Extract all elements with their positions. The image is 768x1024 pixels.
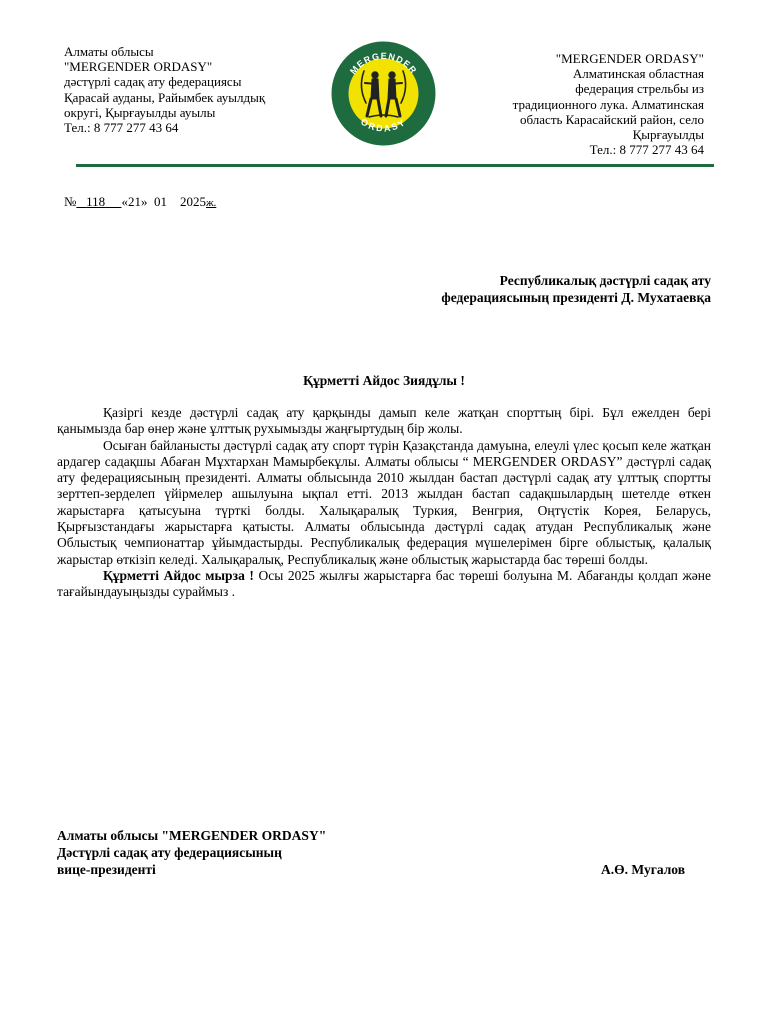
- federation-logo: [331, 41, 436, 146]
- sender-line: Қарасай ауданы, Райымбек ауылдық: [64, 89, 266, 105]
- sender-phone: Тел.: 8 777 277 43 64: [589, 142, 704, 158]
- sender-line: традиционного лука. Алматинская: [512, 96, 704, 112]
- sender-line: Алматинская областная: [572, 66, 704, 82]
- sender-block-kazakh: [64, 44, 314, 135]
- signature-block: [57, 827, 685, 878]
- signatory-title: вице-президенті: [57, 862, 156, 877]
- reference-line: [64, 194, 216, 210]
- reference-number-prefix: №: [64, 194, 77, 209]
- sender-line: федерация стрельбы из: [575, 81, 704, 97]
- sender-line: Алматы облысы: [64, 44, 154, 59]
- letter-body: [57, 405, 711, 601]
- reference-year: 2025: [179, 194, 206, 209]
- body-paragraph: Осыған байланысты дәстүрлі садақ ату спорт түрін Қазақстанда дамуына, елеулі үлес қосып келе жатқан ардагер садақшы Абаған Мұхтархан Мамырбекұлы. Алматы облысы “ MERGENDER ORDASY” дәстүрлі садақ ату федерациясының президенті. Алматы облысында 2010 жылдан бастап дәстүрлі садақ ату ұлттық спортты зерттеп-зерделеп үйірмелер ашылуына ықпал етті. 2013 жылдан бастап садақшылардың шетелде өткен жарыстарға қатысуына түрткі болды. Халықаралық Туркия, Венгрия, Оңтүстік Корея, Беларусь, Қырғызстандағы жарыстарға қатысты. Алматы облысында дәстүрлі садақ атудан Республикалық және Облыстық чемпионаттар ұйымдастырды. Республикалық федерация мүшелерімен бірге облыстық, қалалық жарыстар өткізіп келеді. Халықаралық, Республикалық және облыстық жарыстарда бас төреші болды.: [57, 437, 711, 567]
- greeting: Құрметті Айдос Зиядұлы !: [303, 373, 465, 388]
- sender-line: "MERGENDER ORDASY": [64, 59, 213, 75]
- signatory-name: А.Ө. Мугалов: [601, 862, 685, 877]
- sender-line: область Карасайский район, село: [520, 111, 704, 127]
- reference-day: «21»: [121, 194, 148, 209]
- body-paragraph: [57, 568, 711, 601]
- sender-line: дәстүрлі садақ ату федерациясы: [64, 74, 242, 90]
- logo-bottom-text: ORDASY: [358, 116, 409, 134]
- addressee-line: Республикалық дәстүрлі садақ ату: [499, 273, 711, 288]
- request-salutation: Құрметті Айдос мырза !: [103, 567, 254, 583]
- body-paragraph: Қазіргі кезде дәстүрлі садақ ату қарқынды дамып келе жатқан спорттың бірі. Бұл ежелден бері қанымызда бар өнер және ұлттық рухымызды жаңғыртудың бір жолы.: [57, 405, 711, 437]
- sender-line: "MERGENDER ORDASY": [555, 51, 704, 66]
- reference-number: 118: [86, 194, 106, 209]
- request-text: Осы 2025 жылғы жарыстарға бас төреші болуына М. Абағанды қолдап және тағайындауыңызды сураймыз .: [57, 567, 711, 600]
- signatory-org: Алматы облысы "MERGENDER ORDASY": [57, 828, 327, 843]
- addressee-line: федерациясының президенті Д. Мухатаевқа: [441, 290, 711, 305]
- sender-line: округі, Қырғауылды ауылы: [64, 104, 216, 120]
- header-divider: [76, 164, 714, 167]
- addressee: [441, 272, 711, 306]
- signatory-org: Дәстүрлі садақ ату федерациясының: [57, 845, 282, 860]
- sender-line: Қырғауылды: [632, 127, 704, 143]
- sender-phone: Тел.: 8 777 277 43 64: [64, 120, 179, 136]
- sender-block-russian: [464, 51, 704, 157]
- logo-top-text: MERGENDER: [347, 50, 420, 77]
- reference-month: 01: [153, 194, 167, 209]
- reference-year-suffix: ж.: [205, 197, 217, 209]
